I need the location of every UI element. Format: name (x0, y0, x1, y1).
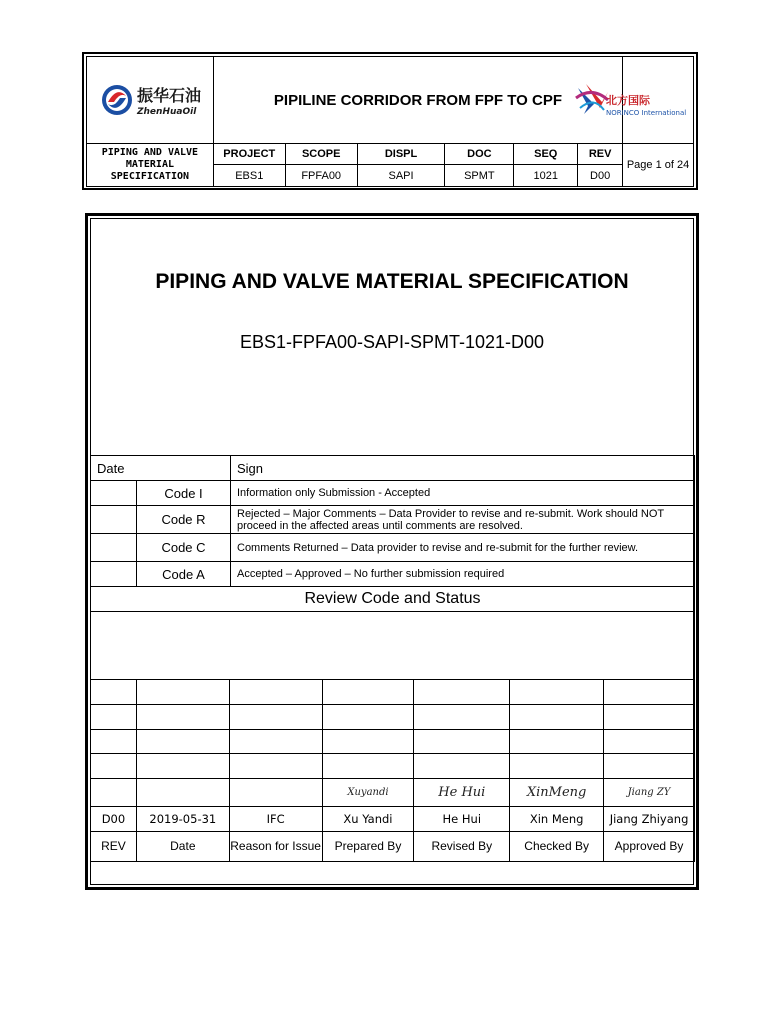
review-code-desc: Comments Returned – Data provider to revise and re-submit for the further review. (231, 534, 695, 562)
val-rev: D00 (578, 165, 623, 187)
val-scope: FPFA00 (285, 165, 357, 187)
col-scope: SCOPE (285, 144, 357, 165)
spec-label: PIPING AND VALVE MATERIAL SPECIFICATION (87, 144, 214, 187)
signature-checked: XinMeng (510, 779, 604, 807)
revision-empty-row (91, 754, 695, 779)
rev-checked-by: Xin Meng (510, 807, 604, 832)
review-code-desc: Accepted – Approved – No further submission required (231, 562, 695, 587)
rev-prepared-by: Xu Yandi (322, 807, 414, 832)
review-code-row (91, 534, 695, 562)
col-seq: SEQ (514, 144, 578, 165)
signature-row (91, 779, 695, 807)
review-code-desc: Information only Submission - Accepted (231, 481, 695, 506)
revision-empty-row (91, 680, 695, 705)
svg-text:振华石油: 振华石油 (137, 86, 202, 105)
svg-text:ZhenHuaOil: ZhenHuaOil (137, 107, 197, 117)
signature-prepared: Xuyandi (322, 779, 414, 807)
review-status-label: Review Code and Status (91, 587, 695, 612)
col-rev: REV (578, 144, 623, 165)
review-code-table (90, 455, 695, 680)
zhenhua-logo-icon (100, 82, 220, 118)
rev-reason: IFC (229, 807, 322, 832)
val-seq: 1021 (514, 165, 578, 187)
hdr-revised: Revised By (414, 832, 510, 862)
revision-empty-row (91, 730, 695, 754)
rev-date: 2019-05-31 (136, 807, 229, 832)
hdr-prepared: Prepared By (322, 832, 414, 862)
zhenhua-logo (100, 82, 220, 118)
header-title: PIPILINE CORRIDOR FROM FPF TO CPF (213, 57, 622, 144)
val-doc: SPMT (445, 165, 514, 187)
revision-table (90, 679, 695, 862)
review-checkbox-cell (91, 506, 137, 534)
document-number: EBS1-FPFA00-SAPI-SPMT-1021-D00 (239, 332, 545, 352)
review-code: Code C (137, 534, 231, 562)
review-code-row (91, 506, 695, 534)
hdr-reason: Reason for Issue (229, 832, 322, 862)
revision-empty-row (91, 705, 695, 730)
signature-approved: Jiang ZY (604, 779, 695, 807)
norinco-logo-icon (574, 80, 688, 122)
val-displ: SAPI (357, 165, 445, 187)
review-code-row (91, 562, 695, 587)
review-checkbox-cell (91, 562, 137, 587)
hdr-approved: Approved By (604, 832, 695, 862)
review-code: Code R (137, 506, 231, 534)
revision-header-row (91, 832, 695, 862)
hdr-checked: Checked By (510, 832, 604, 862)
sign-label: Sign (231, 456, 695, 481)
date-label: Date (91, 456, 231, 481)
val-project: EBS1 (213, 165, 285, 187)
col-doc: DOC (445, 144, 514, 165)
review-code-desc: Rejected – Major Comments – Data Provider to revise and re-submit. Work should NOT proceed in the affected areas until comments are resolved. (231, 506, 695, 534)
rev-revised-by: He Hui (414, 807, 510, 832)
revision-data-row (91, 807, 695, 832)
review-code: Code I (137, 481, 231, 506)
signature-revised: He Hui (414, 779, 510, 807)
hdr-date: Date (136, 832, 229, 862)
rev-value: D00 (91, 807, 137, 832)
svg-text:北方国际: 北方国际 (606, 94, 650, 107)
hdr-rev: REV (91, 832, 137, 862)
review-checkbox-cell (91, 534, 137, 562)
norinco-logo (574, 80, 688, 122)
page-info: Page 1 of 24 (623, 144, 694, 187)
review-code: Code A (137, 562, 231, 587)
review-blank-area (91, 612, 695, 680)
col-project: PROJECT (213, 144, 285, 165)
col-displ: DISPL (357, 144, 445, 165)
document-title: PIPING AND VALVE MATERIAL SPECIFICATION (155, 270, 629, 293)
rev-approved-by: Jiang Zhiyang (604, 807, 695, 832)
review-code-row (91, 481, 695, 506)
svg-text:NORINCO International: NORINCO International (606, 109, 687, 117)
review-checkbox-cell (91, 481, 137, 506)
